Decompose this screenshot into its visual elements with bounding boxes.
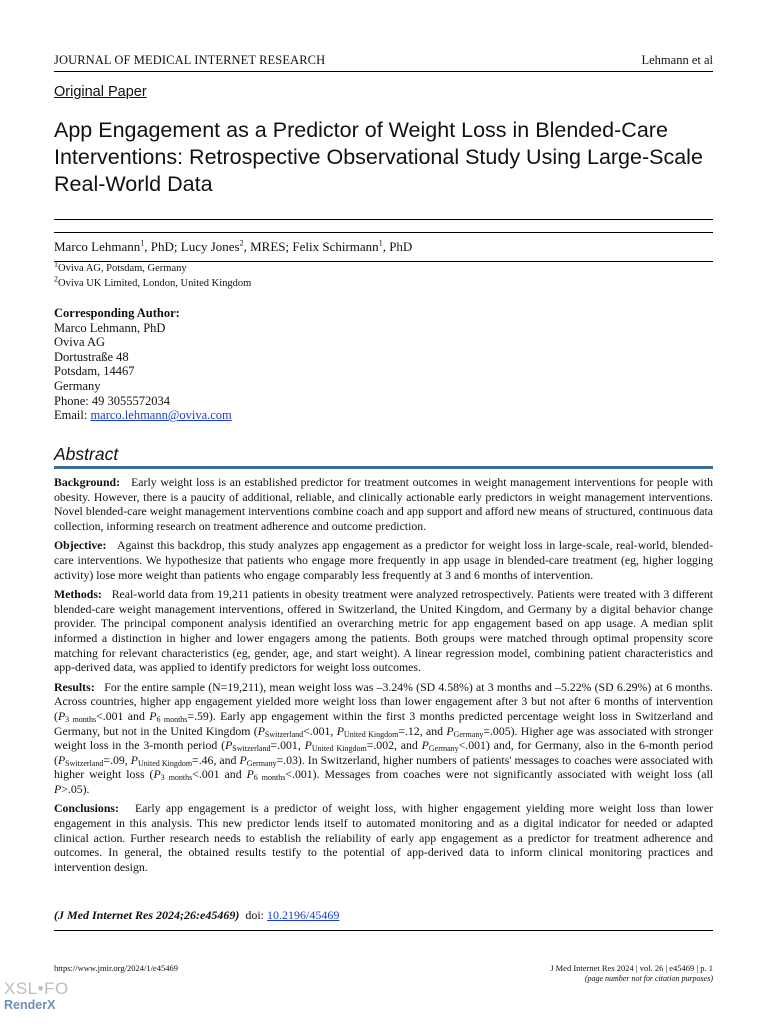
title-divider-top: [54, 219, 713, 220]
section-text: =.005). Higher age was associated with stronger weight loss in the 3-month period (: [54, 723, 714, 753]
running-header-journal: JOURNAL OF MEDICAL INTERNET RESEARCH: [54, 53, 326, 67]
section-text: <.001,: [303, 723, 337, 738]
p-symbol: P: [153, 767, 161, 782]
section-text: =.59). Early app engagement within the first 3 months predicted percentage weight loss in Switzerland and Germany, but not in the United Kingdom (: [54, 708, 714, 738]
section-text: =.002, and: [366, 738, 422, 753]
affiliation-mark: 1: [54, 259, 58, 269]
p-subscript: 6 months: [156, 714, 188, 724]
section-label: Objective:: [54, 538, 107, 553]
author-degree: , MRES;: [243, 239, 293, 254]
author-name: Felix Schirmann: [292, 239, 379, 254]
abstract-results: [54, 680, 713, 797]
header-divider: [54, 71, 713, 72]
author-affiliation-mark: 2: [239, 238, 244, 248]
author-name: Marco Lehmann: [54, 239, 141, 254]
logo-line-2: RenderX: [4, 998, 56, 1012]
author-affiliation-mark: 1: [140, 238, 145, 248]
section-text: =.46, and: [192, 752, 240, 767]
author-name: Lucy Jones: [180, 239, 240, 254]
p-subscript: Germany: [246, 758, 277, 768]
p-subscript: United Kingdom: [137, 758, 193, 768]
section-text: Against this backdrop, this study analyzes app engagement as a predictor for weight loss in large-scale, real-world, blended-care interventions. We hypothesize that patients who engage more frequently in app usage in blended-care treatment (eg, higher logging activity) lose more weight than patients who engage comparably less frequently at 3 and 6 months of intervention.: [54, 538, 713, 582]
citation-reference: (J Med Internet Res 2024;26:e45469): [54, 908, 240, 922]
affiliation-text: Oviva UK Limited, London, United Kingdom: [58, 278, 252, 289]
citation-divider: [54, 930, 713, 931]
citation-line: [54, 908, 339, 923]
affiliation-text: Oviva AG, Potsdam, Germany: [58, 263, 187, 274]
p-symbol: P: [54, 781, 62, 796]
corresponding-name: Marco Lehmann, PhD: [54, 320, 166, 335]
section-label: Results:: [54, 679, 95, 694]
corresponding-phone: Phone: 49 3055572034: [54, 393, 170, 408]
article-type-label: Original Paper: [54, 84, 147, 100]
section-text: =.09,: [103, 752, 131, 767]
p-symbol: P: [149, 708, 157, 723]
section-text: <.001). Messages from coaches were not significantly associated with weight loss (all: [285, 767, 714, 782]
section-text: Early app engagement is a predictor of weight loss, with higher engagement yielding more weight loss than lower engagement in this analysis. This new predictor lends itself to automated monitoring and as a digital indicator for needed or adapted clinical action. Further research needs to establish the reliability of early app engagement as a predictor for treatment adherence and outcomes. In general, the obtained results testify to the potential of app-derived data to inform clinical monitoring practices and intervention design.: [54, 801, 713, 874]
running-header-authors: Lehmann et al: [641, 53, 713, 67]
p-symbol: P: [225, 738, 233, 753]
abstract-objective: [54, 538, 713, 582]
affiliation-mark: 2: [54, 274, 58, 284]
footer-journal-info: J Med Internet Res 2024 | vol. 26 | e45469 | p. 1: [550, 963, 713, 973]
p-symbol: P: [446, 723, 454, 738]
section-text: Early weight loss is an established predictor for treatment outcomes in weight management interventions for people with obesity. However, there is a paucity of additional, reliable, and clinically actionable early predictors in weight management interventions. Novel blended-care weight management interventions combine coach and app support and afford new means of structured, continuous data collection, informing research on treatment adherence and outcome prediction.: [54, 475, 713, 533]
corresponding-city: Potsdam, 14467: [54, 364, 135, 379]
section-label: Background:: [54, 475, 120, 489]
section-text: >.05).: [61, 781, 90, 796]
renderx-logo: [4, 980, 69, 1013]
footer-page-note: (page number not for citation purposes): [584, 974, 713, 983]
p-subscript: 3 months: [160, 773, 193, 783]
corresponding-org: Oviva AG: [54, 335, 106, 350]
corresponding-heading: Corresponding Author:: [54, 306, 180, 320]
section-text: Real-world data from 19,211 patients in obesity treatment were analyzed retrospectively. Patients were treated with 3 different blended-care weight management interventions, offered in Switzerland, the United Kingdom, and Germany by a digital behavior change provider. The principal component analysis identified an overarching metric for app engagement based on app usage. A median split informed a distinction in higher and lower engagers among the patients. Both groups were matched through optimal propensity score matching for relevant characteristics (eg, gender, age, and start weight). A linear regression model, combining patient characteristics and app-derived data, was applied to identify predictors for weight loss outcomes.: [54, 587, 714, 675]
abstract-body: [54, 475, 713, 879]
p-symbol: P: [257, 723, 265, 738]
p-subscript: United Kingdom: [343, 729, 399, 739]
email-label: Email:: [54, 408, 91, 423]
p-subscript: Switzerland: [65, 758, 104, 768]
section-text: For the entire sample (N=19,211), mean weight loss was –3.24% (SD 4.58%) at 3 months and –5.22% (SD 6.29%) at 6 months. Across countries, higher app engagement yielded more weight loss than lower engagement after 3 but not after 6 months of intervention (: [54, 679, 713, 723]
author-degree: , PhD: [382, 239, 413, 254]
p-subscript: Germany: [453, 729, 484, 739]
section-text: =.03). In Switzerland, higher numbers of patients' messages to coaches were associated with higher weight loss (: [54, 752, 713, 782]
title-divider-bottom: [54, 232, 713, 233]
p-subscript: United Kingdom: [311, 744, 367, 754]
affiliation-2: [54, 274, 252, 289]
corresponding-author-block: [54, 306, 232, 423]
p-symbol: P: [304, 738, 312, 753]
p-symbol: P: [421, 738, 429, 753]
footer-url: https://www.jmir.org/2024/1/e45469: [54, 963, 178, 973]
p-symbol: P: [57, 752, 66, 767]
abstract-methods: [54, 587, 713, 675]
paper-title: App Engagement as a Predictor of Weight Loss in Blended-Care Interventions: Retrospective Observational Study Using Large-Scale Real-World Data: [54, 118, 703, 196]
abstract-conclusions: [54, 801, 713, 874]
corresponding-street: Dortustraße 48: [54, 349, 129, 364]
p-symbol: P: [57, 708, 66, 723]
doi-link[interactable]: 10.2196/45469: [267, 908, 340, 922]
email-link[interactable]: marco.lehmann@oviva.com: [90, 408, 232, 423]
section-text: <.001) and, for Germany, also in the 6-month period (: [54, 738, 713, 767]
section-label: Conclusions:: [54, 801, 119, 816]
p-subscript: 6 months: [253, 773, 286, 783]
abstract-background: [54, 475, 713, 533]
section-text: =.12, and: [398, 723, 447, 738]
section-text: =.001,: [270, 738, 305, 753]
p-symbol: P: [336, 723, 344, 738]
author-list: [54, 239, 412, 255]
p-subscript: Switzerland: [264, 729, 304, 739]
p-symbol: P: [239, 752, 247, 767]
corresponding-country: Germany: [54, 378, 101, 393]
p-symbol: P: [130, 752, 138, 767]
authors-divider: [54, 261, 713, 262]
p-subscript: 3 months: [65, 714, 97, 724]
doi-label: doi:: [245, 908, 264, 922]
author-degree: , PhD;: [144, 239, 181, 254]
abstract-heading: Abstract: [54, 444, 119, 464]
affiliation-1: [54, 259, 187, 274]
p-subscript: Switzerland: [232, 744, 271, 754]
logo-line-1: XSL•FO: [4, 979, 69, 998]
p-symbol: P: [246, 767, 254, 782]
section-text: <.001 and: [96, 708, 150, 723]
abstract-divider: [54, 466, 713, 469]
author-affiliation-mark: 1: [378, 238, 383, 248]
section-text: <.001 and: [192, 767, 247, 782]
p-subscript: Germany: [428, 744, 459, 754]
section-label: Methods:: [54, 587, 102, 602]
